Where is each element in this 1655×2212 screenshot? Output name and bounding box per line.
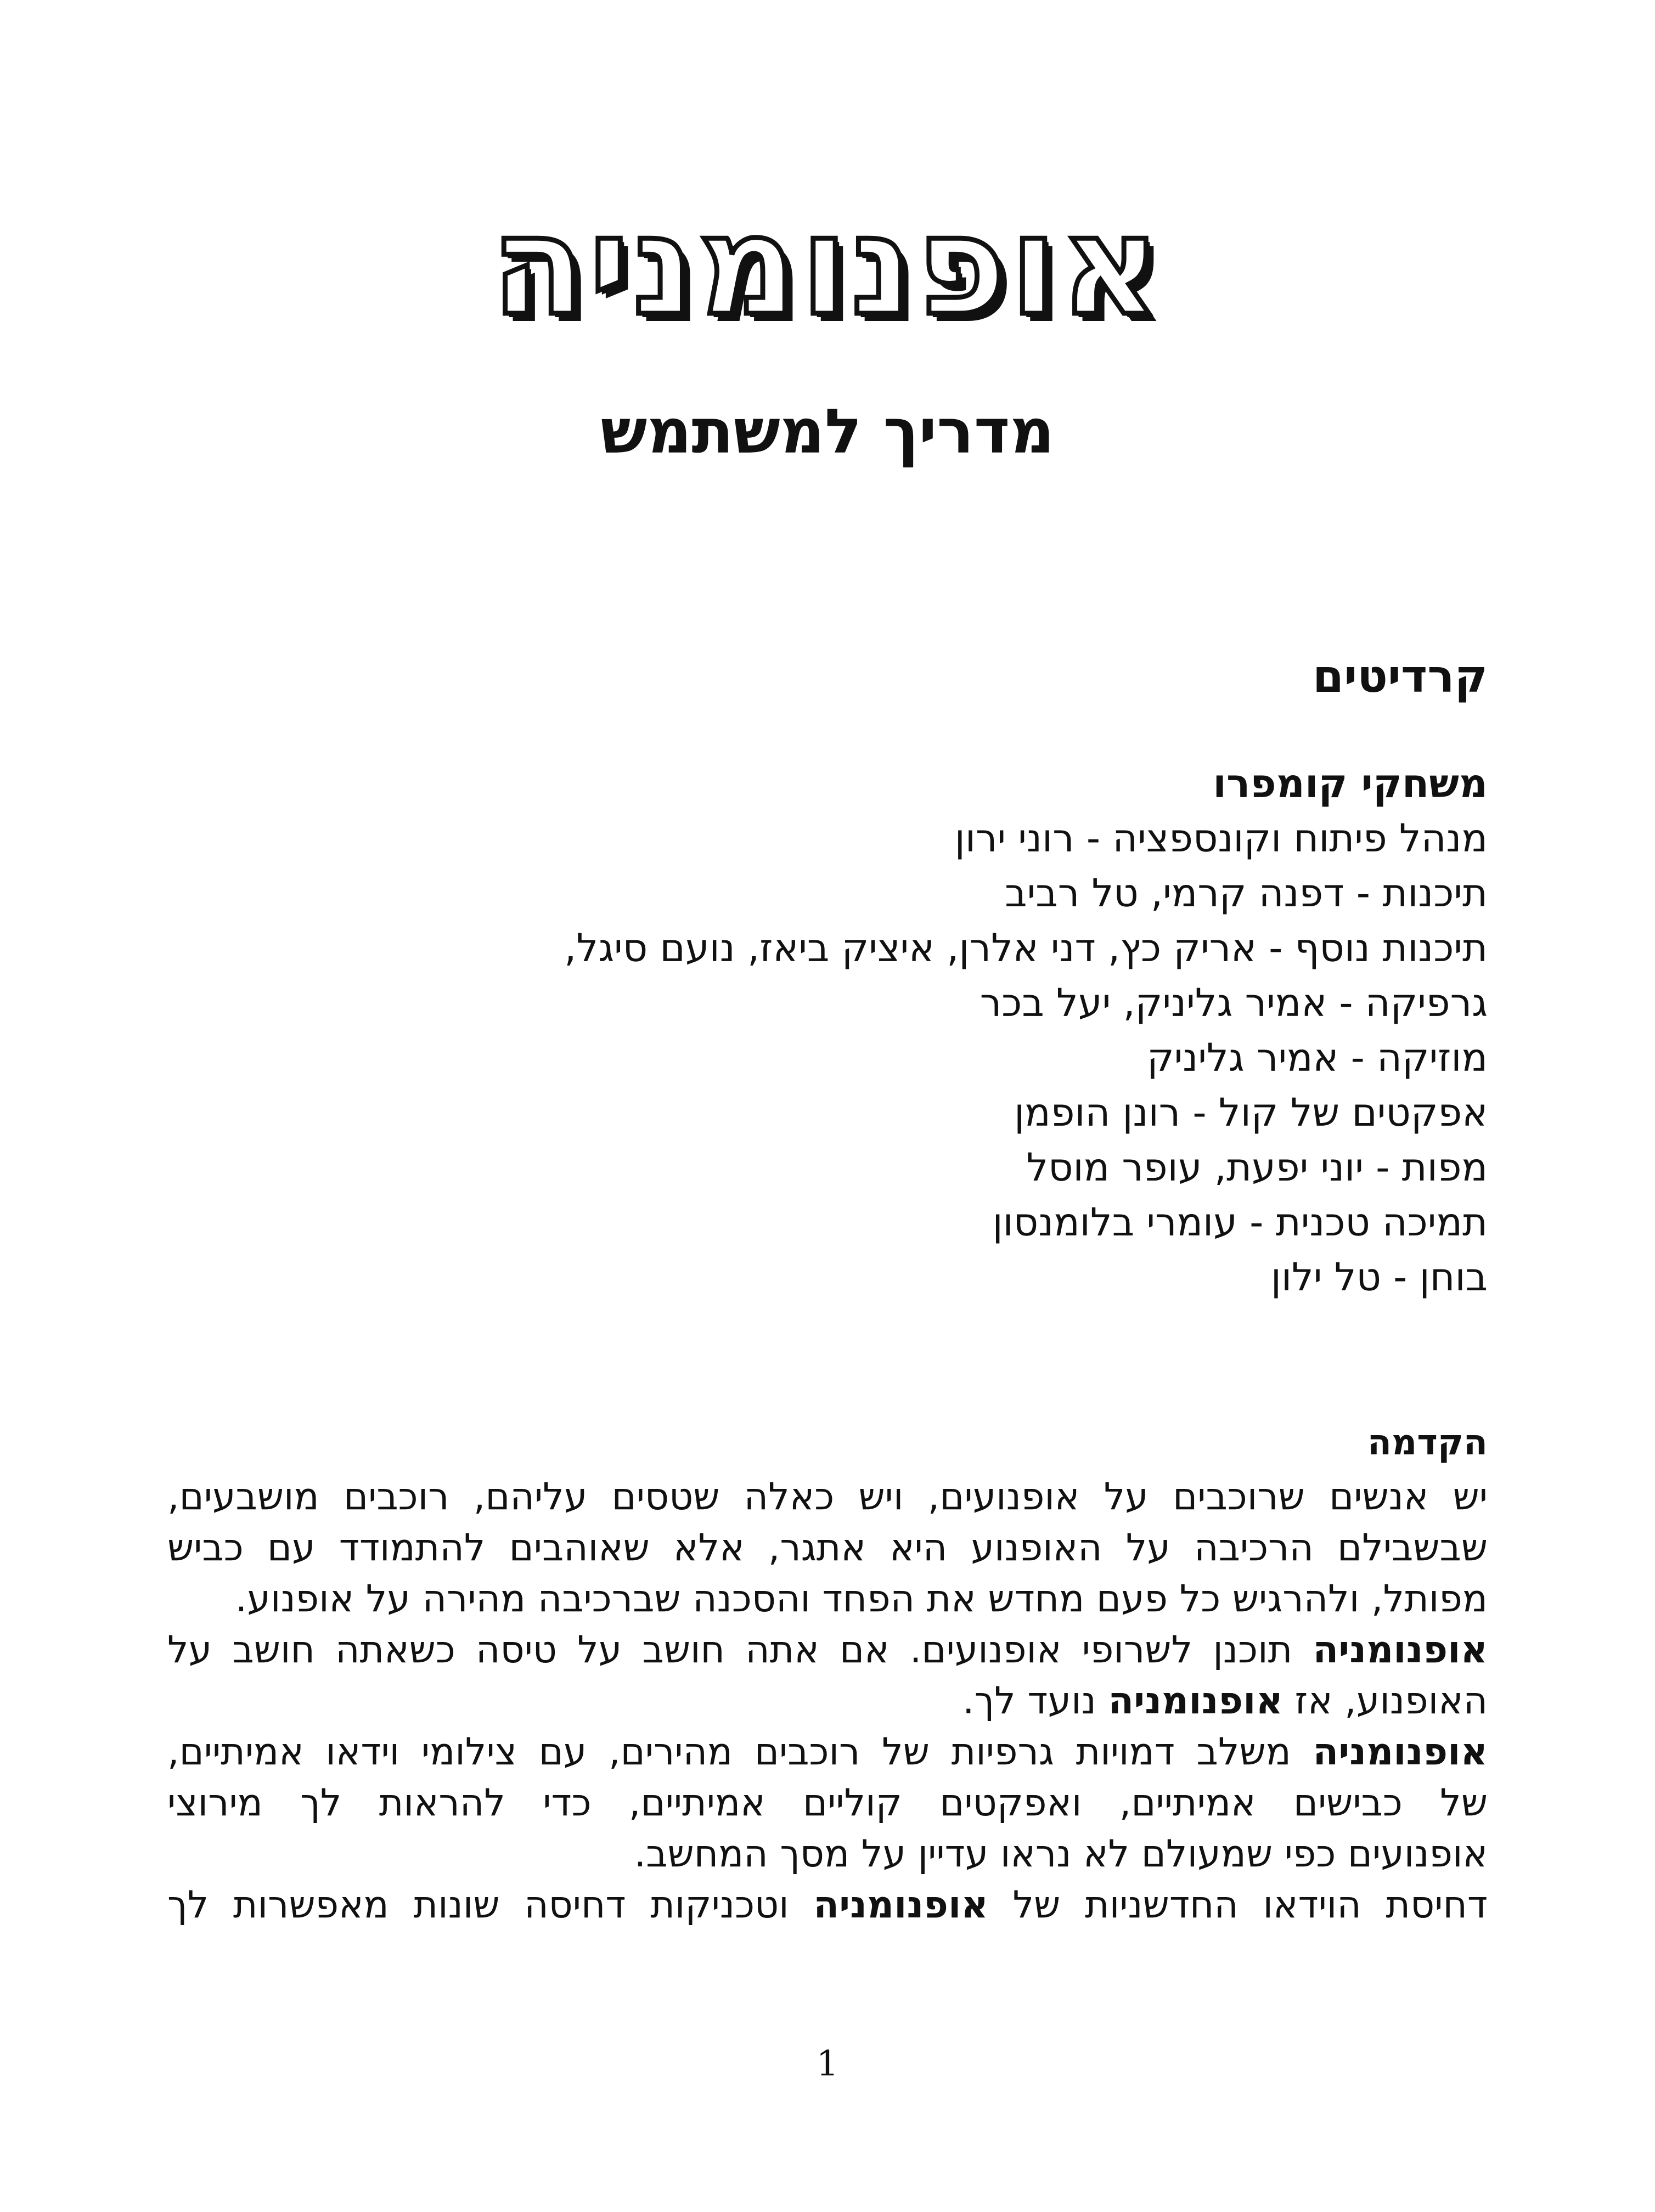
intro-text-span: תוכנן לשרופי אופנועים. אם אתה חושב על טיסה כשאתה חושב על <box>167 1628 1313 1672</box>
intro-text-span: דחיסת הוידאו החדשניות של <box>988 1883 1488 1927</box>
intro-text-span: וטכניקות דחיסה שונות מאפשרות לך <box>167 1883 814 1927</box>
subtitle: מדריך למשתמש <box>600 396 1055 467</box>
credit-item: תיכנות נוסף - אריק כץ, דני אלרן, איציק ביאז, נועם סיגל, <box>564 926 1488 970</box>
credit-item: תמיכה טכנית - עומרי בלומנסון <box>992 1200 1488 1245</box>
team-heading: משחקי קומפרו <box>1213 760 1488 806</box>
credit-item: מנהל פיתוח וקונספציה - רוני ירון <box>954 816 1488 861</box>
credits-list <box>564 811 1488 1305</box>
intro-line: שבשבילם הרכיבה על האופנוע היא אתגר, אלא שאוהבים להתמודד עם כביש <box>167 1526 1488 1570</box>
intro-line: של כבישים אמיתיים, ואפקטים קוליים אמיתיים, כדי להראות לך מירוצי <box>167 1781 1488 1825</box>
intro-line <box>167 1726 1488 1778</box>
intro-line <box>167 1624 1488 1675</box>
credit-item: אפקטים של קול - רונן הופמן <box>1014 1090 1488 1135</box>
product-name: אופנומניה <box>1313 1628 1488 1672</box>
intro-line <box>167 1675 1488 1726</box>
credit-item: גרפיקה - אמיר גליניק, יעל בכר <box>980 980 1488 1025</box>
main-title: אופנומניה <box>491 186 1164 346</box>
intro-line: אופנועים כפי שמעולם לא נראו עדיין על מסך המחשב. <box>634 1832 1488 1876</box>
credit-item: תיכנות - דפנה קרמי, טל רביב <box>1005 871 1488 916</box>
intro-text-span: האופנוע, אז <box>1282 1679 1488 1723</box>
page-number: 1 <box>816 2044 839 2084</box>
intro-body <box>167 1471 1488 1931</box>
product-name: אופנומניה <box>813 1883 988 1927</box>
intro-text-span: נועד לך. <box>962 1679 1108 1723</box>
intro-heading: הקדמה <box>1367 1423 1488 1463</box>
credit-item: מוזיקה - אמיר גליניק <box>1146 1035 1488 1080</box>
intro-text-span: משלב דמויות גרפיות של רוכבים מהירים, עם צילומי וידאו אמיתיים, <box>167 1730 1313 1774</box>
credits-heading: קרדיטים <box>1312 651 1488 703</box>
intro-line <box>167 1880 1488 1931</box>
intro-line: מפותל, ולהרגיש כל פעם מחדש את הפחד והסכנה שברכיבה מהירה על אופנוע. <box>235 1577 1488 1621</box>
credit-item: בוחן - טל ילון <box>1270 1255 1488 1300</box>
product-name: אופנומניה <box>1108 1679 1283 1723</box>
credit-item: מפות - יוני יפעת, עופר מוסל <box>1026 1145 1488 1190</box>
product-name: אופנומניה <box>1313 1730 1488 1774</box>
intro-line: יש אנשים שרוכבים על אופנועים, ויש כאלה שטסים עליהם, רוכבים מושבעים, <box>167 1475 1488 1519</box>
